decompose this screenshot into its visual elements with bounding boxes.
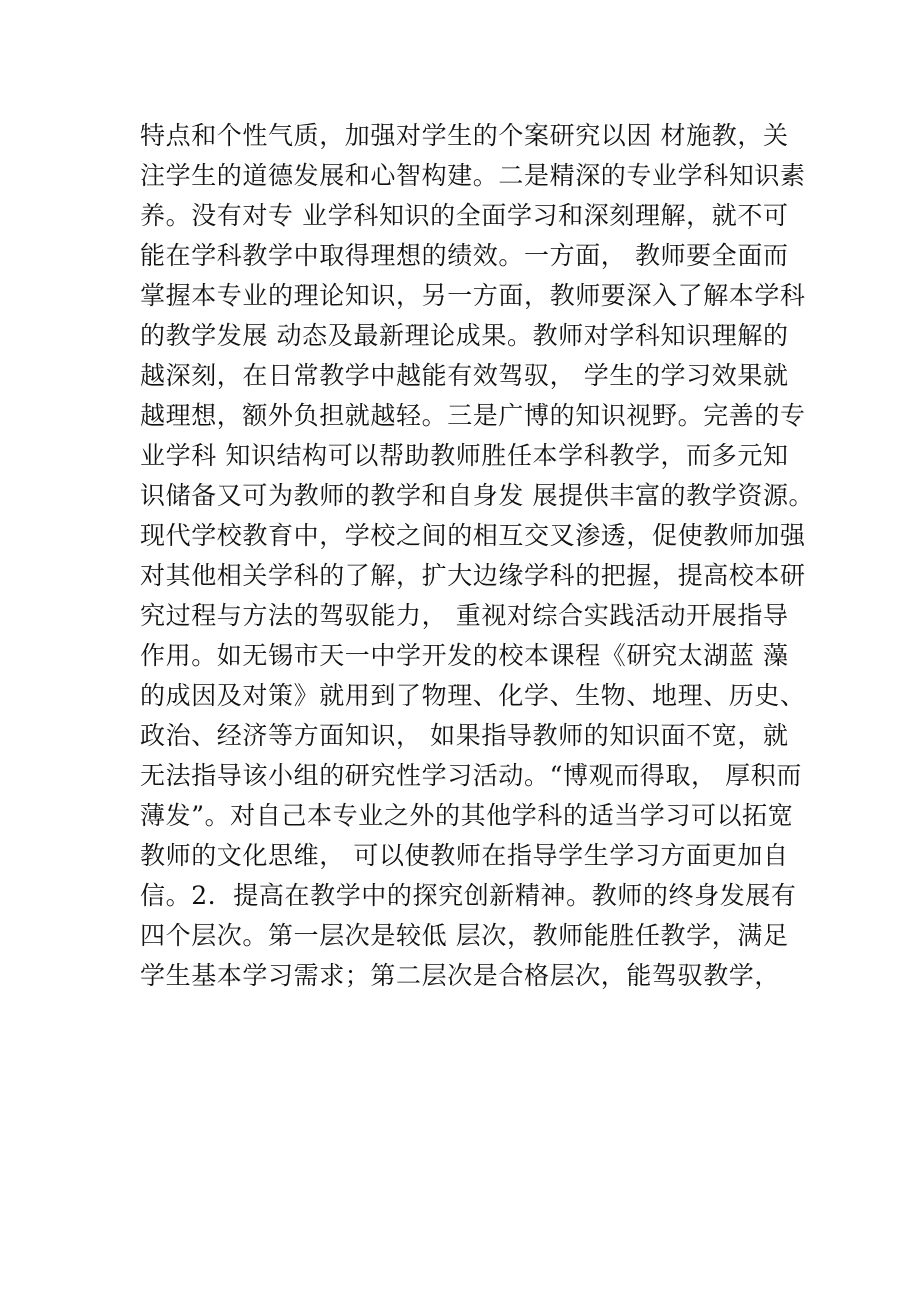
text-line: 学生基本学习需求；第二层次是合格层次，能驾驭教学， [140,961,781,990]
text-line: 对其他相关学科的了解，扩大边缘学科的把握，提高校本研 [140,561,806,590]
body-text [140,116,815,996]
text-line: 能在学科教学中取得理想的绩效。一方面， 教师要全面而 [140,241,789,270]
text-line: 四个层次。第一层次是较低 层次，教师能胜任教学，满足 [140,921,789,950]
text-line: 薄发”。对自己本专业之外的其他学科的适当学习可以拓宽 [140,801,794,830]
text-line: 的成因及对策》就用到了物理、化学、生物、地理、历史、 [140,681,806,710]
text-line: 注学生的道德发展和心智构建。二是精深的专业学科知识素 [140,161,806,190]
text-line: 越深刻，在日常教学中越能有效驾驭， 学生的学习效果就 [140,361,789,390]
text-line: 政治、经济等方面知识， 如果指导教师的知识面不宽，就 [140,721,789,750]
text-line: 教师的文化思维， 可以使教师在指导学生学习方面更加自 [140,841,789,870]
text-line: 究过程与方法的驾驭能力， 重视对综合实践活动开展指导 [140,601,789,630]
text-line: 业学科 知识结构可以帮助教师胜任本学科教学，而多元知 [140,441,789,470]
text-line: 越理想，额外负担就越轻。三是广博的知识视野。完善的专 [140,401,806,430]
text-line: 现代学校教育中，学校之间的相互交叉渗透，促使教师加强 [140,521,806,550]
text-line: 养。没有对专 业学科知识的全面学习和深刻理解，就不可 [140,201,789,230]
text-line: 特点和个性气质，加强对学生的个案研究以因 材施教，关 [140,121,789,150]
text-line: 识储备又可为教师的教学和自身发 展提供丰富的教学资源。 [140,481,815,510]
text-line: 的教学发展 动态及最新理论成果。教师对学科知识理解的 [140,321,789,350]
text-line: 无法指导该小组的研究性学习活动。“博观而得取， 厚积而 [140,761,802,790]
text-line: 信。2．提高在教学中的探究创新精神。教师的终身发展有 [140,881,797,910]
text-line: 掌握本专业的理论知识，另一方面，教师要深入了解本学科 [140,281,806,310]
text-line: 作用。如无锡市天一中学开发的校本课程《研究太湖蓝 藻 [140,641,789,670]
